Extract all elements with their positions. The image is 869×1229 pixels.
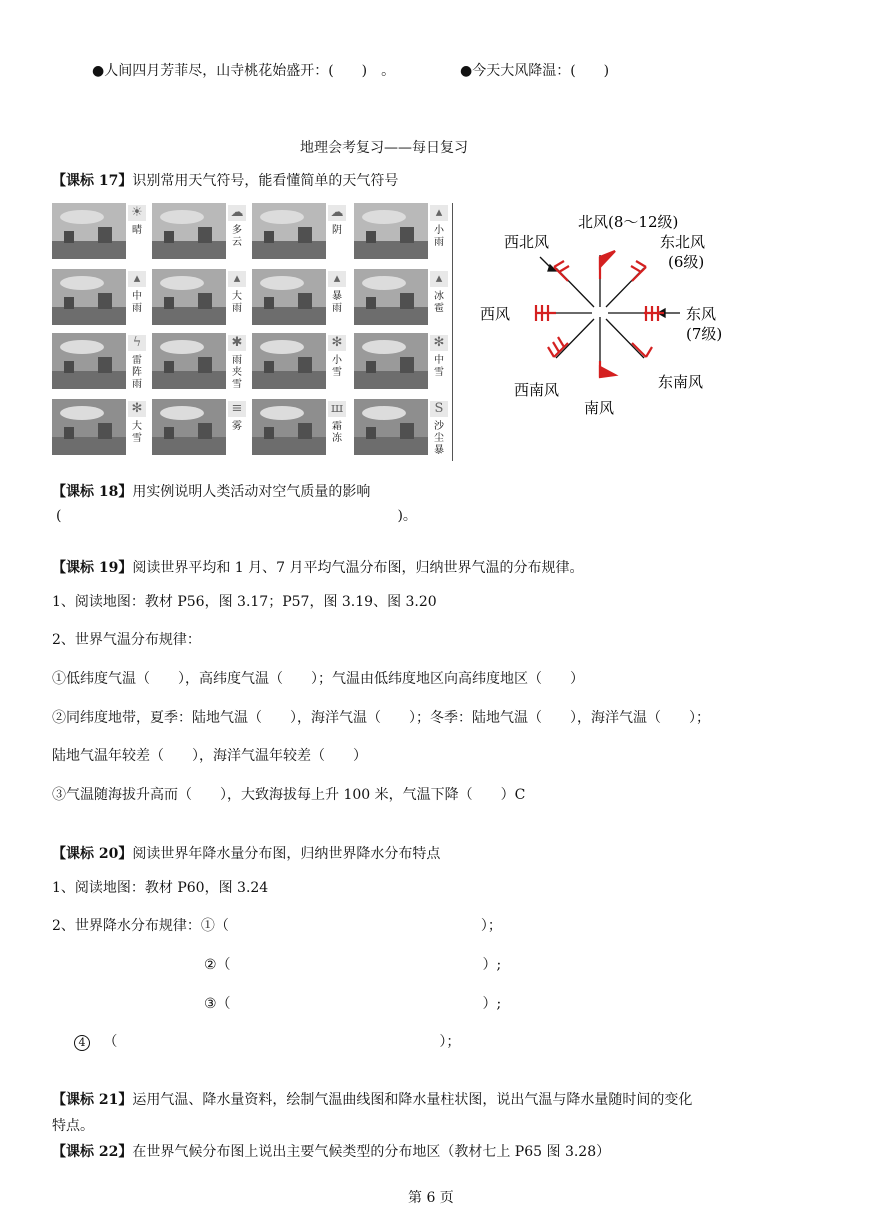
north-wind-label: 北风(8～12级) <box>578 213 679 231</box>
weather-label: 小雨 <box>434 225 444 248</box>
section-18 <box>52 481 370 501</box>
section-17-text: 识别常用天气符号，能看懂简单的天气符号 <box>132 173 399 189</box>
section-17-tag: 【课标 17】 <box>52 173 133 189</box>
weather-label: 大雨 <box>232 291 242 314</box>
east-wind-level: (7级) <box>686 325 723 343</box>
section-20 <box>52 843 440 863</box>
section-22-text: 在世界气候分布图上说出主要气候类型的分布地区（教材七上 P65 图 3.28） <box>132 1144 611 1160</box>
weather-label: 中雨 <box>132 291 142 314</box>
table-divider <box>452 203 453 461</box>
weather-cell <box>252 333 348 389</box>
weather-label: 中雪 <box>434 355 444 378</box>
weather-label: 冰雹 <box>434 291 444 314</box>
heavy-snow-picture <box>52 399 126 455</box>
weather-cell <box>354 203 450 259</box>
south-wind-label: 南风 <box>584 399 615 417</box>
wind-direction-diagram <box>470 205 740 430</box>
cloudy-picture <box>152 203 226 259</box>
east-wind-label: 东风 <box>686 305 717 323</box>
northwest-wind-label: 西北风 <box>504 233 550 251</box>
moderate-snow-picture <box>354 333 428 389</box>
thunder-shower-icon: ϟ <box>128 335 146 351</box>
weather-cell <box>52 399 148 455</box>
weather-label: 雨夹雪 <box>232 355 242 390</box>
section-21-text: 运用气温、降水量资料，绘制气温曲线图和降水量柱状图，说出气温与降水量随时间的变化 <box>132 1092 693 1108</box>
light-snow-picture <box>252 333 326 389</box>
light-snow-icon: ✻ <box>328 335 346 351</box>
section-19-line-5: 陆地气温年较差（ ），海洋气温年较差（ ） <box>52 748 367 764</box>
light-rain-icon: ▴ <box>430 205 448 221</box>
section-19-line-1: 1、阅读地图：教材 P56，图 3.17；P57，图 3.19、图 3.20 <box>52 594 437 610</box>
weather-cell <box>152 203 248 259</box>
weather-cell <box>52 333 148 389</box>
sun-picture <box>52 203 126 259</box>
light-rain-picture <box>354 203 428 259</box>
frost-picture <box>252 399 326 455</box>
weather-label: 雷阵雨 <box>132 355 142 390</box>
west-wind-label: 西风 <box>480 305 511 323</box>
overcast-icon: ☁ <box>328 205 346 221</box>
weather-cell <box>152 333 248 389</box>
weather-label: 大雪 <box>132 421 142 444</box>
weather-label: 多云 <box>232 225 242 248</box>
section-17 <box>52 170 398 190</box>
weather-symbol-table <box>52 203 454 461</box>
sun-icon: ☀ <box>128 205 146 221</box>
weather-label: 小雪 <box>332 355 342 378</box>
hail-picture <box>354 269 428 325</box>
southeast-wind-label: 东南风 <box>658 373 704 391</box>
weather-cell <box>52 203 148 259</box>
moderate-rain-picture <box>52 269 126 325</box>
weather-cell <box>52 269 148 325</box>
southwest-wind-label: 西南风 <box>514 381 560 399</box>
overcast-picture <box>252 203 326 259</box>
weather-cell <box>354 399 450 455</box>
top-question-2: ●今天大风降温：( ) <box>460 63 610 79</box>
page-title: 地理会考复习——每日复习 <box>300 140 468 156</box>
fog-picture <box>152 399 226 455</box>
sandstorm-picture <box>354 399 428 455</box>
sleet-icon: ✱ <box>228 335 246 351</box>
section-19-line-4: ②同纬度地带，夏季：陆地气温（ ），海洋气温（ ）；冬季：陆地气温（ ），海洋气温（ ）； <box>52 710 710 726</box>
sleet-picture <box>152 333 226 389</box>
section-18-text: 用实例说明人类活动对空气质量的影响 <box>132 484 371 500</box>
section-21 <box>52 1089 692 1109</box>
northeast-wind-label: 东北风 <box>660 233 706 251</box>
weather-cell <box>152 399 248 455</box>
sandstorm-icon: S <box>430 401 448 417</box>
section-21-tag: 【课标 21】 <box>52 1092 133 1108</box>
rainstorm-picture <box>252 269 326 325</box>
weather-cell <box>252 269 348 325</box>
weather-cell <box>152 269 248 325</box>
section-18-tag: 【课标 18】 <box>52 484 133 500</box>
section-20-line-3: ②（ ）; <box>204 957 502 973</box>
thunder-shower-picture <box>52 333 126 389</box>
heavy-snow-icon: ✻ <box>128 401 146 417</box>
heavy-rain-picture <box>152 269 226 325</box>
section-19-line-6: ③气温随海拔升高而（ ），大致海拔每上升 100 米，气温下降（ ）C <box>52 787 526 803</box>
frost-icon: ш <box>328 401 346 417</box>
weather-label: 阴 <box>332 225 342 236</box>
section-20-text: 阅读世界年降水量分布图，归纳世界降水分布特点 <box>132 846 441 862</box>
section-19-line-2: 2、世界气温分布规律： <box>52 632 201 648</box>
section-22-tag: 【课标 22】 <box>52 1144 133 1160</box>
section-19 <box>52 557 584 577</box>
section-20-line-2: 2、世界降水分布规律：①（ ）； <box>52 918 502 934</box>
section-21-text-2: 特点。 <box>52 1118 94 1134</box>
weather-cell <box>354 269 450 325</box>
section-18-blank: ( )。 <box>56 508 417 524</box>
section-20-line-1: 1、阅读地图：教材 P60，图 3.24 <box>52 880 269 896</box>
weather-label: 晴 <box>132 225 142 236</box>
cloudy-icon: ☁ <box>228 205 246 221</box>
weather-cell <box>252 399 348 455</box>
section-20-line-4: ③（ ）; <box>204 996 502 1012</box>
weather-cell <box>354 333 450 389</box>
page-number: 第 6 页 <box>408 1190 454 1206</box>
moderate-rain-icon: ▴ <box>128 271 146 287</box>
weather-cell <box>252 203 348 259</box>
weather-label: 沙尘暴 <box>434 421 444 456</box>
moderate-snow-icon: ✻ <box>430 335 448 351</box>
weather-label: 霜冻 <box>332 421 342 444</box>
section-20-line-5 <box>74 1031 460 1051</box>
heavy-rain-icon: ▴ <box>228 271 246 287</box>
hail-icon: ▴ <box>430 271 448 287</box>
weather-label: 暴雨 <box>332 291 342 314</box>
rainstorm-icon: ▴ <box>328 271 346 287</box>
section-19-line-3: ①低纬度气温（ ），高纬度气温（ ）；气温由低纬度地区向高纬度地区（ ） <box>52 671 584 687</box>
weather-label: 雾 <box>232 421 242 432</box>
section-19-tag: 【课标 19】 <box>52 560 133 576</box>
northeast-wind-level: (6级) <box>668 253 705 271</box>
section-22 <box>52 1141 610 1161</box>
section-20-line-5-text: （ ）； <box>103 1034 461 1050</box>
section-19-text: 阅读世界平均和 1 月、7 月平均气温分布图，归纳世界气温的分布规律。 <box>132 560 584 576</box>
section-20-tag: 【课标 20】 <box>52 846 133 862</box>
fog-icon: ≡ <box>228 401 246 417</box>
top-question-1: ●人间四月芳菲尽，山寺桃花始盛开：( ) 。 <box>92 63 396 79</box>
circled-number: 4 <box>74 1035 90 1051</box>
